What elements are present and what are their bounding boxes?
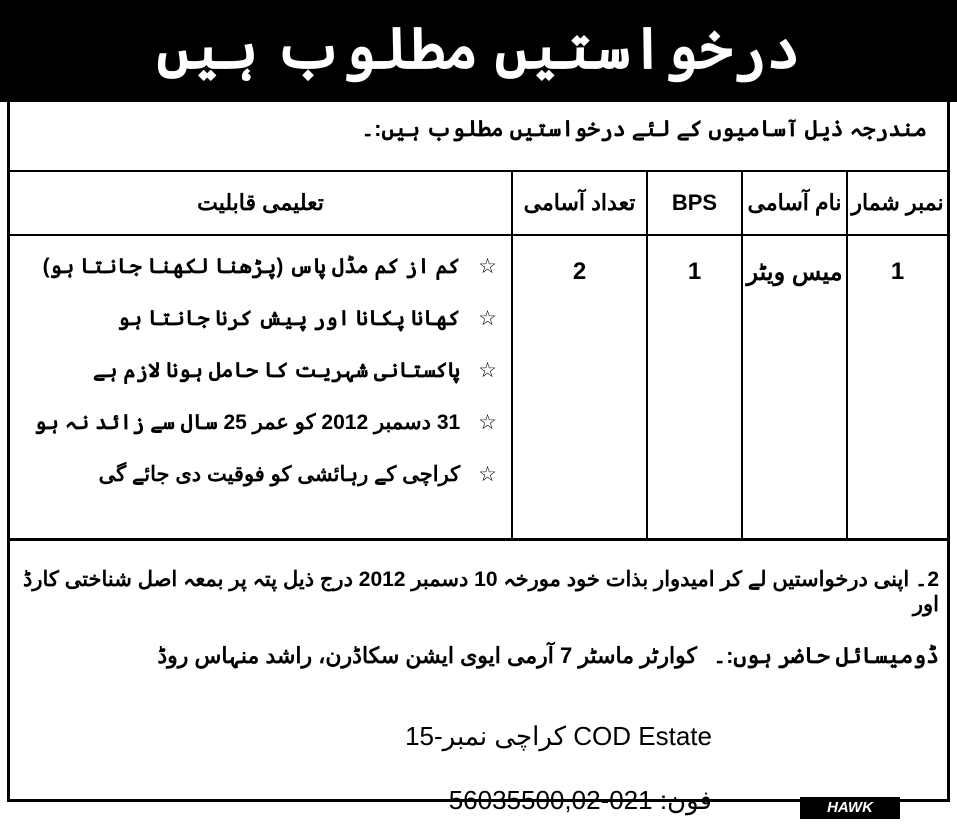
header-bps: BPS bbox=[647, 171, 742, 235]
qualification-item bbox=[10, 254, 497, 306]
qualification-text: کم از کم مڈل پاس (پڑھنا لکھنا جانتا ہو) bbox=[42, 255, 461, 278]
header-serial: نمبر شمار bbox=[847, 171, 947, 235]
intro-text: مندرجہ ذیل آسامیوں کے لئے درخواستیں مطلوب ہیں:۔ bbox=[361, 116, 927, 141]
cell-qualifications bbox=[10, 235, 512, 539]
address-city: COD Estate کراچی نمبر-15 bbox=[405, 721, 712, 751]
table-header-row bbox=[10, 171, 947, 235]
cell-bps: 1 bbox=[647, 235, 742, 539]
star-icon: ☆ bbox=[478, 307, 497, 330]
qualification-text: کھانا پکانا اور پیش کرنا جانتا ہو bbox=[117, 307, 461, 330]
qualification-item bbox=[10, 462, 497, 514]
table-row bbox=[10, 235, 947, 539]
qualification-item bbox=[10, 410, 497, 462]
instruction-line: ڈومیسائل حاضر ہوں:۔ bbox=[713, 643, 939, 668]
qualification-item bbox=[10, 306, 497, 358]
cell-count: 2 bbox=[512, 235, 647, 539]
cell-serial: 1 bbox=[847, 235, 947, 539]
hawk-logo: HAWK bbox=[800, 797, 900, 819]
qualification-item bbox=[10, 358, 497, 410]
cell-post: میس ویٹر bbox=[742, 235, 847, 539]
qualification-text: کراچی کے رہائشی کو فوقیت دی جائے گی bbox=[98, 463, 461, 486]
instruction-line: 2۔ اپنی درخواستیں لے کر امیدوار بذات خود مورخہ 10 دسمبر 2012 درج ذیل پتہ پر بمعہ اصل شناختی کارڈ اور bbox=[22, 568, 939, 616]
star-icon: ☆ bbox=[478, 411, 497, 434]
header-post: نام آسامی bbox=[742, 171, 847, 235]
qualification-text: 31 دسمبر 2012 کو عمر 25 سال سے زائد نہ ہو bbox=[34, 411, 461, 434]
address-line: کوارٹر ماسٹر 7 آرمی ایوی ایشن سکاڈرن، راشد منہاس روڈ bbox=[157, 643, 697, 668]
qualification-text: پاکستانی شہریت کا حامل ہونا لازم ہے bbox=[92, 359, 461, 382]
star-icon: ☆ bbox=[478, 359, 497, 382]
page-title: درخواستیں مطلوب ہیں bbox=[0, 0, 957, 102]
star-icon: ☆ bbox=[478, 255, 497, 278]
header-qualification: تعلیمی قابلیت bbox=[10, 171, 512, 235]
phone-number: فون: 021-56035500,02 bbox=[448, 785, 712, 815]
star-icon: ☆ bbox=[478, 463, 497, 486]
vacancy-table bbox=[10, 170, 947, 540]
header-count: تعداد آسامی bbox=[512, 171, 647, 235]
